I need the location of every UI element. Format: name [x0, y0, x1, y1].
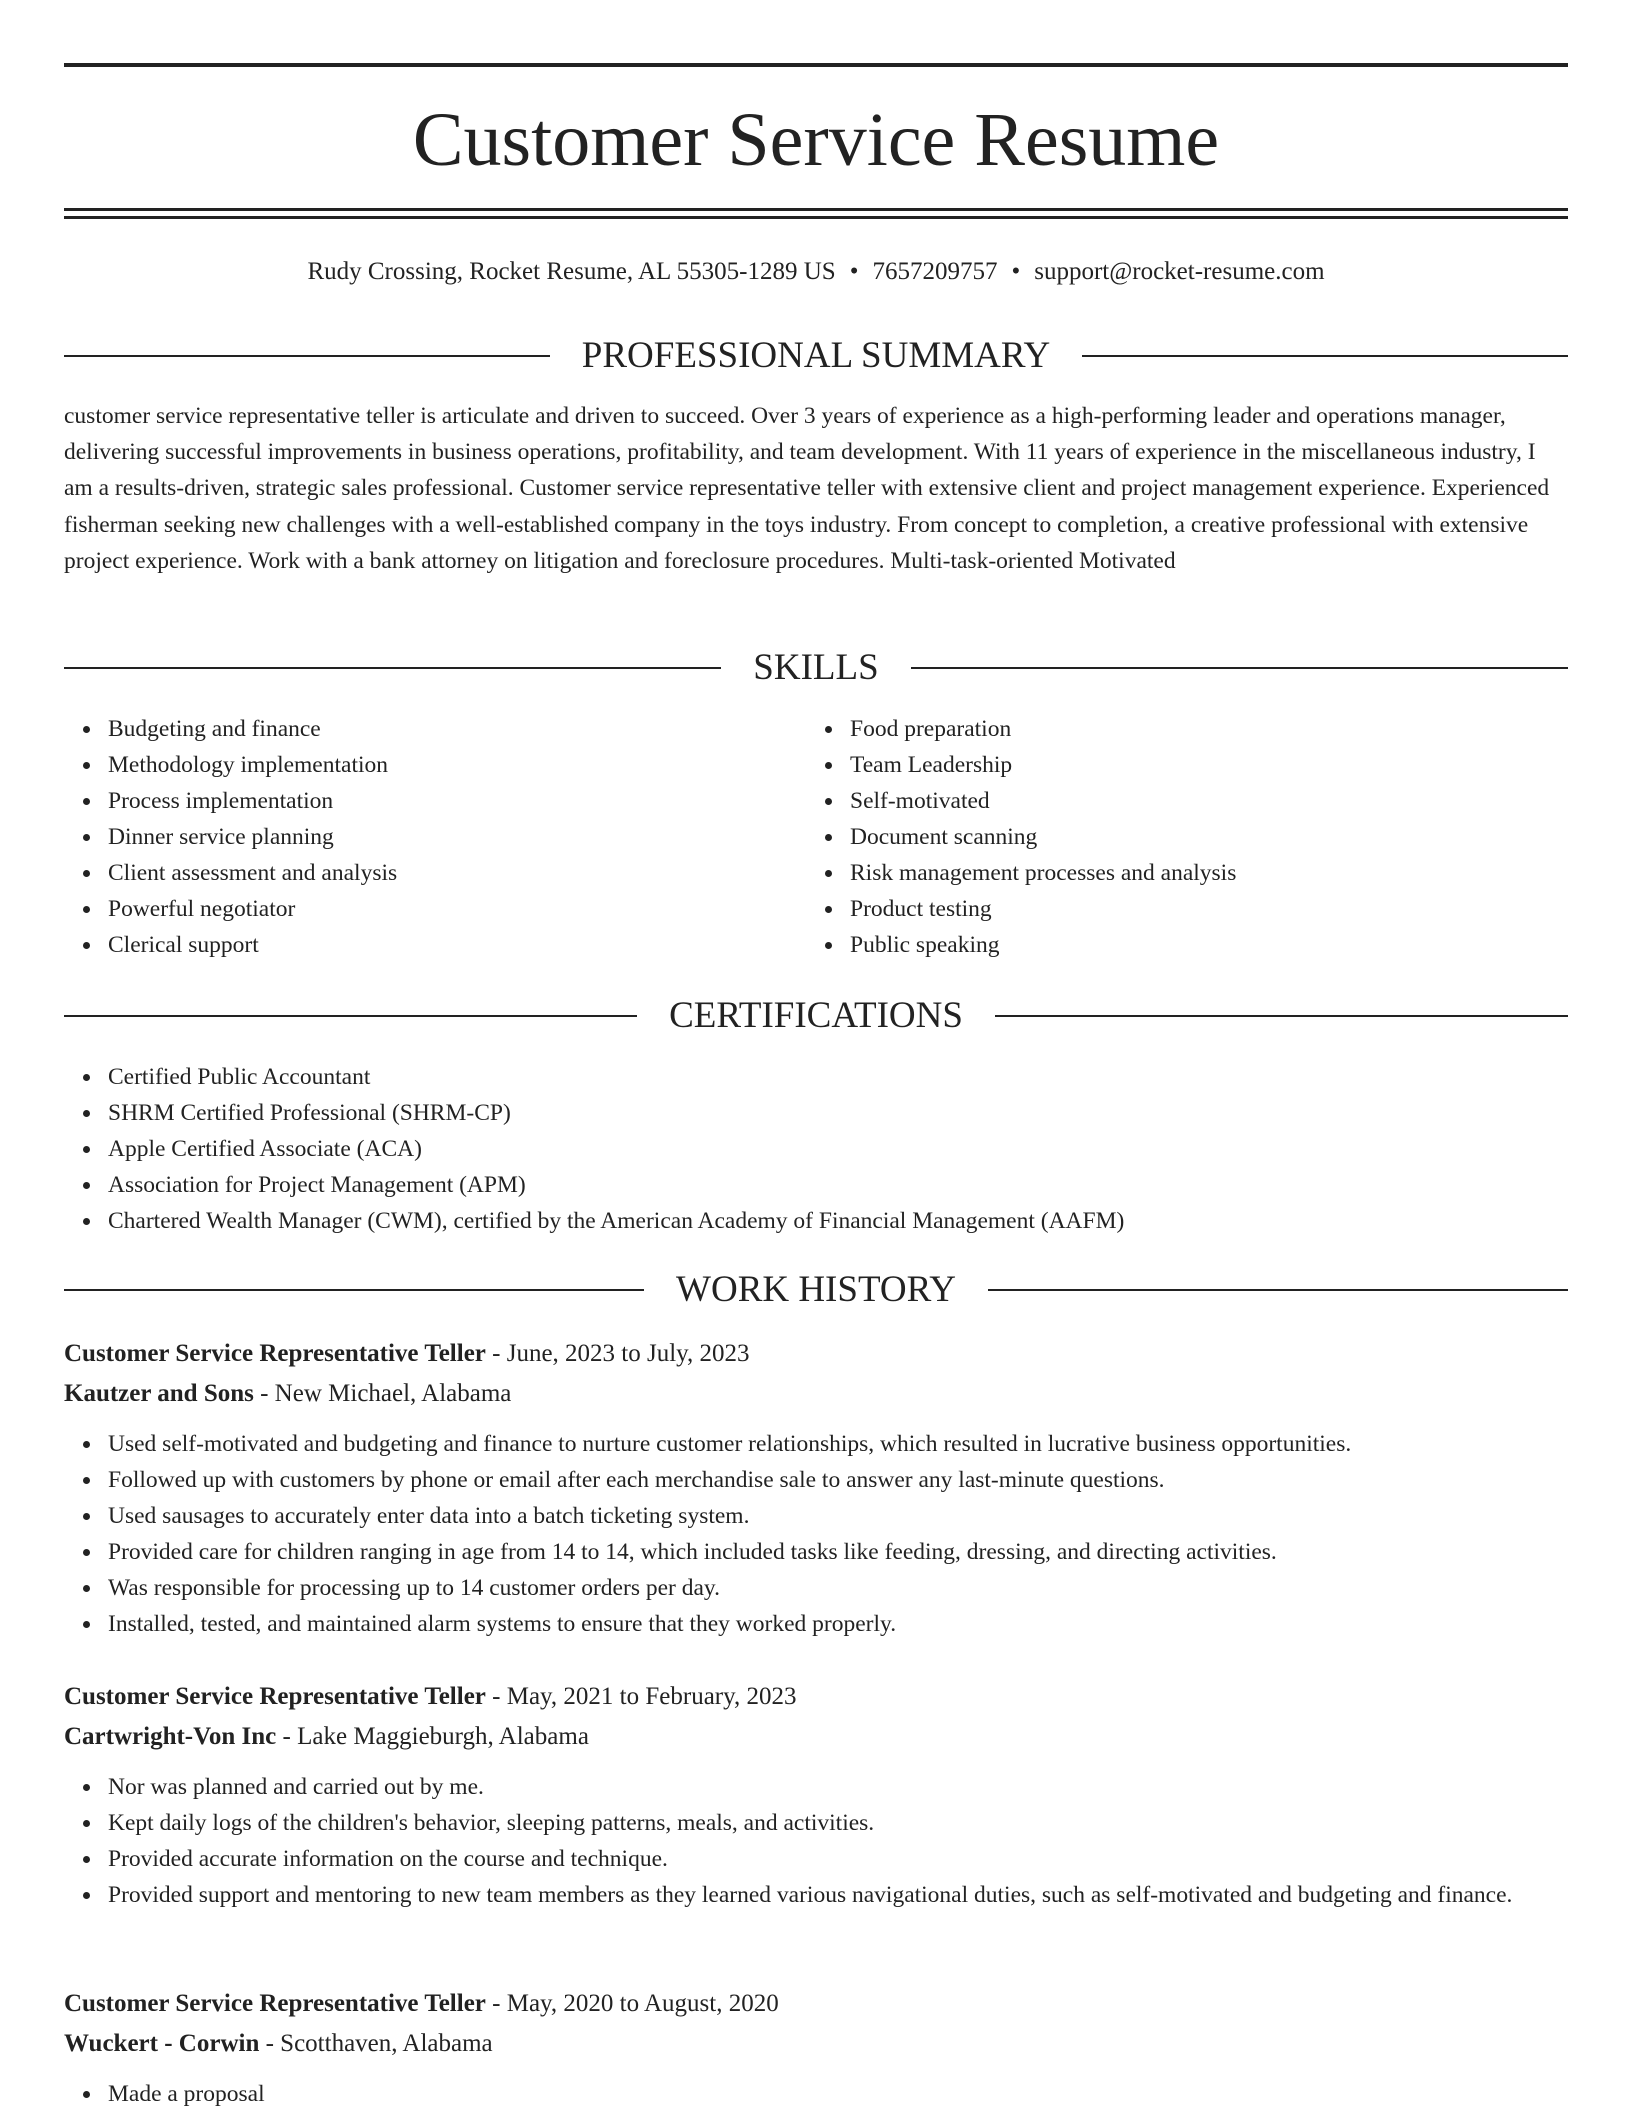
skill-item: Methodology implementation	[108, 747, 806, 783]
certifications-list	[64, 1059, 1568, 1239]
skill-item: Team Leadership	[850, 747, 1548, 783]
skills-section-heading	[64, 644, 1568, 692]
contact-address: Rudy Crossing, Rocket Resume, AL 55305-1289 US	[307, 258, 836, 285]
job-location: - New Michael, Alabama	[253, 1380, 512, 1407]
certification-item: Association for Project Management (APM)	[108, 1167, 1568, 1203]
skill-item: Risk management processes and analysis	[850, 855, 1548, 891]
skill-item: Dinner service planning	[108, 819, 806, 855]
certifications-section-heading	[64, 992, 1568, 1040]
job-duty-item: Followed up with customers by phone or email after each merchandise sale to answer any last-minute questions.	[108, 1462, 1568, 1498]
job-duty-item: Kept daily logs of the children's behavior, sleeping patterns, meals, and activities.	[108, 1805, 1568, 1841]
skill-item: Client assessment and analysis	[108, 855, 806, 891]
skill-item: Document scanning	[850, 819, 1548, 855]
job-title-line	[64, 1677, 1568, 1717]
job-duty-item: Was responsible for processing up to 14 customer orders per day.	[108, 1570, 1568, 1606]
job-duties	[64, 2076, 1568, 2112]
job-duty-item: Nor was planned and carried out by me.	[108, 1769, 1568, 1805]
job-title: Customer Service Representative Teller	[64, 1683, 486, 1710]
heading-rule-left	[64, 1015, 637, 1017]
contact-separator: •	[849, 258, 859, 285]
resume-title: Customer Service Resume	[412, 98, 1220, 182]
skills-column-right	[806, 711, 1548, 963]
job-title: Customer Service Representative Teller	[64, 1990, 486, 2017]
skill-item: Product testing	[850, 891, 1548, 927]
certifications-heading-label: CERTIFICATIONS	[669, 995, 963, 1036]
skills-heading-label: SKILLS	[753, 647, 879, 688]
job-entry	[64, 1677, 1568, 1913]
job-company-line	[64, 1374, 1568, 1414]
job-duty-item: Installed, tested, and maintained alarm systems to ensure that they worked properly.	[108, 1606, 1568, 1642]
job-company: Cartwright-Von Inc	[64, 1723, 277, 1750]
job-company: Kautzer and Sons	[64, 1380, 254, 1407]
job-duties	[64, 1426, 1568, 1642]
job-duty-item: Made a proposal	[108, 2076, 1568, 2112]
job-title: Customer Service Representative Teller	[64, 1340, 486, 1367]
contact-line	[64, 252, 1568, 292]
job-duty-item: Provided accurate information on the course and technique.	[108, 1841, 1568, 1877]
work-history-heading-label: WORK HISTORY	[676, 1269, 956, 1310]
heading-rule-left	[64, 1289, 644, 1291]
heading-rule-left	[64, 355, 550, 357]
summary-heading-label: PROFESSIONAL SUMMARY	[581, 335, 1051, 376]
job-entry	[64, 1334, 1568, 1642]
job-duty-item: Used self-motivated and budgeting and finance to nurture customer relationships, which resulted in lucrative business opportunities.	[108, 1426, 1568, 1462]
skill-item: Clerical support	[108, 927, 806, 963]
title-rule-lower	[64, 216, 1568, 219]
heading-rule-right	[995, 1015, 1568, 1017]
work-history-section-heading	[64, 1266, 1568, 1314]
heading-rule-right	[988, 1289, 1568, 1291]
contact-email: support@rocket-resume.com	[1034, 258, 1325, 285]
job-company-line	[64, 1717, 1568, 1757]
skill-item: Process implementation	[108, 783, 806, 819]
job-dates: - June, 2023 to July, 2023	[485, 1340, 750, 1367]
summary-section-heading	[64, 332, 1568, 380]
professional-summary-text: customer service representative teller is articulate and driven to succeed. Over 3 years of experience as a high-performing leader and operations manager, delivering successful improvements in business operations, profitability, and team development. With 11 years of experience in the miscellaneous industry, I am a results-driven, strategic sales professional. Customer service representative teller with extensive client and project management experience. Experienced fisherman seeking new challenges with a well-established company in the toys industry. From concept to completion, a creative professional with extensive project experience. Work with a bank attorney on litigation and foreclosure procedures. Multi-task-oriented Motivated	[64, 403, 1550, 574]
job-dates: - May, 2020 to August, 2020	[485, 1990, 779, 2017]
job-duty-item: Used sausages to accurately enter data into a batch ticketing system.	[108, 1498, 1568, 1534]
certification-item: Certified Public Accountant	[108, 1059, 1568, 1095]
certification-item: SHRM Certified Professional (SHRM-CP)	[108, 1095, 1568, 1131]
job-location: - Scotthaven, Alabama	[259, 2030, 493, 2057]
job-location: - Lake Maggieburgh, Alabama	[276, 1723, 589, 1750]
skill-item: Public speaking	[850, 927, 1548, 963]
top-rule	[64, 63, 1568, 67]
heading-rule-left	[64, 667, 721, 669]
title-rule-upper	[64, 208, 1568, 211]
job-company-line	[64, 2024, 1568, 2064]
skill-item: Food preparation	[850, 711, 1548, 747]
skills-list	[64, 711, 1568, 963]
job-company: Wuckert - Corwin	[64, 2030, 260, 2057]
skills-column-left	[64, 711, 806, 963]
job-duty-item: Provided support and mentoring to new team members as they learned various navigational duties, such as self-motivated and budgeting and finance.	[108, 1877, 1568, 1913]
job-dates: - May, 2021 to February, 2023	[485, 1683, 797, 1710]
job-duty-item: Provided care for children ranging in age from 14 to 14, which included tasks like feeding, dressing, and directing activities.	[108, 1534, 1568, 1570]
job-entry	[64, 1984, 1568, 2112]
skill-item: Powerful negotiator	[108, 891, 806, 927]
heading-rule-right	[911, 667, 1568, 669]
job-title-line	[64, 1334, 1568, 1374]
job-title-line	[64, 1984, 1568, 2024]
skill-item: Self-motivated	[850, 783, 1548, 819]
certification-item: Chartered Wealth Manager (CWM), certified by the American Academy of Financial Management (AAFM)	[108, 1203, 1568, 1239]
skill-item: Budgeting and finance	[108, 711, 806, 747]
contact-phone: 7657209757	[872, 258, 998, 285]
heading-rule-right	[1082, 355, 1568, 357]
certification-item: Apple Certified Associate (ACA)	[108, 1131, 1568, 1167]
job-duties	[64, 1769, 1568, 1913]
contact-separator: •	[1011, 258, 1021, 285]
